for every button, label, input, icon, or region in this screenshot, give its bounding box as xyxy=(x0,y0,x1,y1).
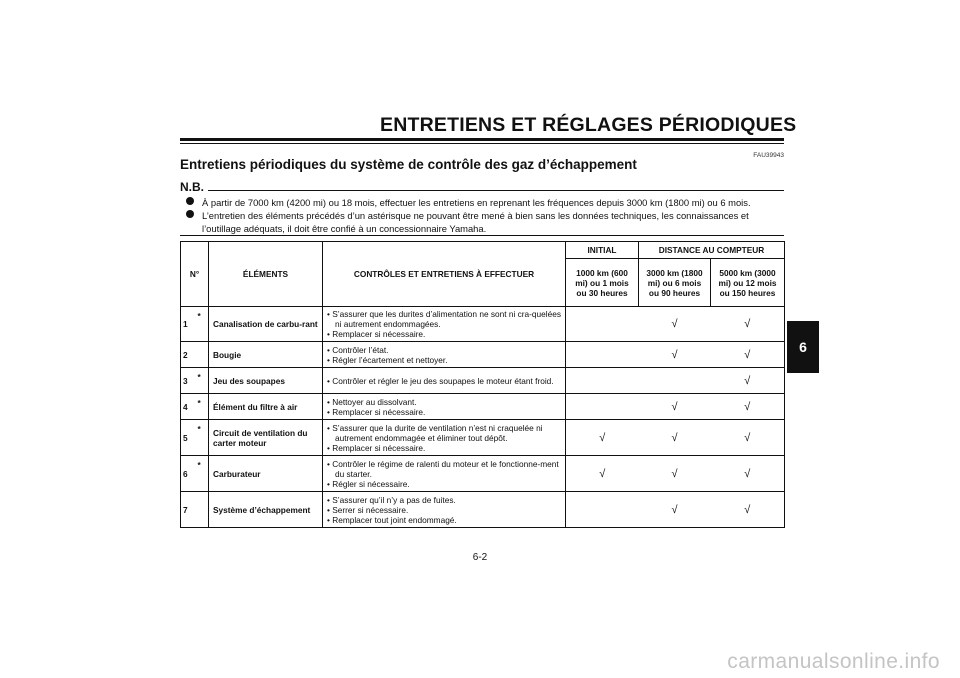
table-row xyxy=(181,368,785,394)
asterisk-mark: * xyxy=(197,307,209,342)
fau-reference-code: FAU39943 xyxy=(753,152,784,159)
nb-note-text: L’entretien des éléments précédés d’un astérisque ne pouvant être mené à bien sans les données techniques, les connaissances et l’outillage adéquats, il doit être confié à un concessionnaire Yamaha. xyxy=(202,210,749,234)
check-initial xyxy=(566,368,639,394)
row-element: Circuit de ventilation du carter moteur xyxy=(209,420,323,456)
control-item: • Régler si nécessaire. xyxy=(327,478,410,489)
control-item: • Remplacer si nécessaire. xyxy=(327,329,426,339)
nb-note-text: À partir de 7000 km (4200 mi) ou 18 mois, effectuer les entretiens en reprenant les fréquences depuis 3000 km (1800 mi) ou 6 mois. xyxy=(202,197,751,208)
row-element: Élément du filtre à air xyxy=(209,394,323,420)
row-number: 5 xyxy=(181,420,197,456)
header-col-5000: 5000 km (3000 mi) ou 12 mois ou 150 heures xyxy=(711,259,785,307)
header-initial: INITIAL xyxy=(566,242,639,259)
check-5000: √ xyxy=(711,394,785,420)
check-3000: √ xyxy=(639,342,711,368)
nb-note-1 xyxy=(186,196,784,209)
row-controls xyxy=(323,492,566,528)
control-item: • Contrôler le régime de ralenti du moteur et le fonctionne-ment du starter. xyxy=(327,458,559,479)
row-number: 4 xyxy=(181,394,197,420)
control-item: • S’assurer que la durite de ventilation n’est ni craquelée ni autrement endommagée et éliminer tout dépôt. xyxy=(327,422,543,443)
asterisk-mark: * xyxy=(197,456,209,492)
control-item: • Contrôler l’état. xyxy=(327,344,389,355)
header-col-3000: 3000 km (1800 mi) ou 6 mois ou 90 heures xyxy=(639,259,711,307)
header-rule-thin xyxy=(180,143,784,144)
asterisk-mark: * xyxy=(197,394,209,420)
nb-label: N.B. xyxy=(180,180,204,194)
row-element: Bougie xyxy=(209,342,323,368)
header-elements: ÉLÉMENTS xyxy=(209,242,323,307)
check-3000: √ xyxy=(639,307,711,342)
row-controls xyxy=(323,368,566,394)
header-controls: CONTRÔLES ET ENTRETIENS À EFFECTUER xyxy=(323,242,566,307)
control-item: • Nettoyer au dissolvant. xyxy=(327,396,417,407)
header-col-initial: 1000 km (600 mi) ou 1 mois ou 30 heures xyxy=(566,259,639,307)
check-3000 xyxy=(639,368,711,394)
maintenance-table xyxy=(180,241,785,528)
row-element: Carburateur xyxy=(209,456,323,492)
control-item: • S’assurer qu’il n’y a pas de fuites. xyxy=(327,494,456,505)
check-5000: √ xyxy=(711,492,785,528)
row-element: Canalisation de carbu-rant xyxy=(209,307,323,342)
check-5000: √ xyxy=(711,368,785,394)
chapter-tab[interactable]: 6 xyxy=(787,321,819,373)
bullet-icon xyxy=(186,210,194,218)
check-3000: √ xyxy=(639,394,711,420)
table-row xyxy=(181,420,785,456)
row-controls xyxy=(323,394,566,420)
header-rule-thick xyxy=(180,138,784,141)
check-initial xyxy=(566,307,639,342)
table-row xyxy=(181,492,785,528)
table-row xyxy=(181,307,785,342)
header-num: N° xyxy=(181,242,209,307)
asterisk-mark xyxy=(197,492,209,528)
check-3000: √ xyxy=(639,492,711,528)
check-5000: √ xyxy=(711,420,785,456)
row-element: Jeu des soupapes xyxy=(209,368,323,394)
control-item: • S’assurer que les durites d’alimentation ne sont ni cra-quelées ni autrement endommagées. xyxy=(327,309,561,329)
table-row xyxy=(181,456,785,492)
row-number: 2 xyxy=(181,342,197,368)
asterisk-mark xyxy=(197,342,209,368)
nb-note-2 xyxy=(186,209,784,235)
check-3000: √ xyxy=(639,456,711,492)
row-controls xyxy=(323,307,566,342)
check-initial xyxy=(566,492,639,528)
nb-end-rule xyxy=(180,235,784,236)
row-number: 1 xyxy=(181,307,197,342)
check-initial: √ xyxy=(566,456,639,492)
row-controls xyxy=(323,420,566,456)
control-item: • Remplacer si nécessaire. xyxy=(327,442,426,453)
row-controls xyxy=(323,342,566,368)
check-3000: √ xyxy=(639,420,711,456)
bullet-icon xyxy=(186,197,194,205)
asterisk-mark: * xyxy=(197,368,209,394)
section-title: Entretiens périodiques du système de contrôle des gaz d’échappement xyxy=(180,157,637,172)
asterisk-mark: * xyxy=(197,420,209,456)
check-initial xyxy=(566,342,639,368)
control-item: • Remplacer tout joint endommagé. xyxy=(327,514,457,525)
check-5000: √ xyxy=(711,342,785,368)
watermark-text: carmanualsonline.info xyxy=(727,650,940,673)
row-number: 7 xyxy=(181,492,197,528)
check-5000: √ xyxy=(711,307,785,342)
table-row xyxy=(181,342,785,368)
control-item: • Remplacer si nécessaire. xyxy=(327,406,426,417)
page-number: 6-2 xyxy=(472,552,488,563)
control-item: • Régler l’écartement et nettoyer. xyxy=(327,354,448,365)
nb-rule xyxy=(208,190,784,191)
check-initial xyxy=(566,394,639,420)
check-5000: √ xyxy=(711,456,785,492)
row-number: 3 xyxy=(181,368,197,394)
page-header-title: ENTRETIENS ET RÉGLAGES PÉRIODIQUES xyxy=(380,114,797,136)
control-item: • Serrer si nécessaire. xyxy=(327,504,409,515)
row-element: Système d’échappement xyxy=(209,492,323,528)
table-row xyxy=(181,394,785,420)
control-item: • Contrôler et régler le jeu des soupapes le moteur étant froid. xyxy=(327,375,554,386)
row-controls xyxy=(323,456,566,492)
check-initial: √ xyxy=(566,420,639,456)
row-number: 6 xyxy=(181,456,197,492)
header-distance: DISTANCE AU COMPTEUR xyxy=(639,242,785,259)
